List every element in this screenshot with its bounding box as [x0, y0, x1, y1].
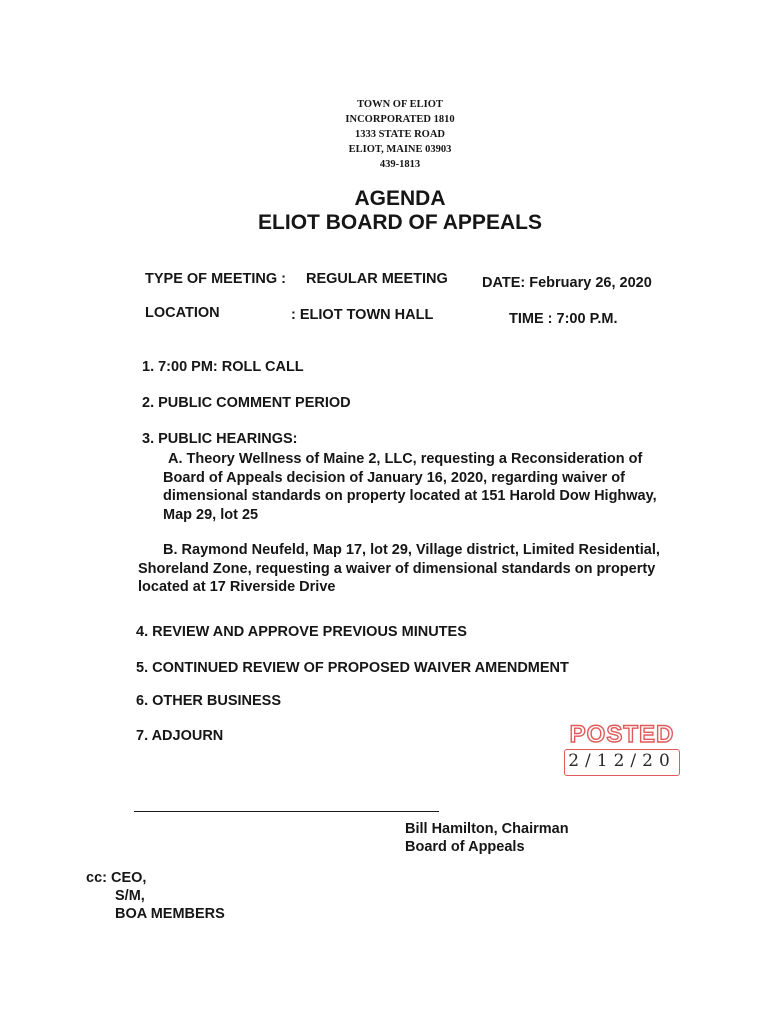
cc-line-ceo: cc: CEO, [86, 870, 147, 886]
agenda-item-minutes: 4. REVIEW AND APPROVE PREVIOUS MINUTES [136, 624, 467, 640]
header-city: ELIOT, MAINE 03903 [348, 144, 452, 155]
agenda-item-waiver-amendment: 5. CONTINUED REVIEW OF PROPOSED WAIVER AMENDMENT [136, 660, 569, 676]
signer-name: Bill Hamilton, Chairman [405, 821, 569, 837]
location-value: : ELIOT TOWN HALL [291, 307, 434, 323]
header-incorporated: INCORPORATED 1810 [345, 114, 455, 125]
town-header [300, 97, 500, 172]
header-town-name: TOWN OF ELIOT [357, 99, 443, 110]
hearing-a-text: A. Theory Wellness of Maine 2, LLC, requesting a Reconsideration of Board of Appeals decision of January 16, 2020, regarding waiver of dimensional standards on property located at 151 Harold Dow Highway, Map 29, lot 25 [163, 451, 657, 523]
hearing-b-text: B. Raymond Neufeld, Map 17, lot 29, Village district, Limited Residential, Shoreland Zone, requesting a waiver of dimensional standards on property located at 17 Riverside Drive [138, 542, 660, 595]
signer-title: Board of Appeals [405, 839, 525, 855]
header-street: 1333 STATE ROAD [354, 129, 446, 140]
meeting-time: TIME : 7:00 P.M. [509, 311, 618, 327]
location-label: LOCATION [145, 305, 220, 321]
agenda-item-adjourn: 7. ADJOURN [136, 728, 224, 744]
agenda-item-roll-call: 1. 7:00 PM: ROLL CALL [142, 359, 304, 375]
signature-line [134, 811, 439, 812]
board-name-title: ELIOT BOARD OF APPEALS [258, 211, 542, 234]
document-title: AGENDA [354, 187, 446, 210]
agenda-item-other-business: 6. OTHER BUSINESS [136, 693, 282, 709]
header-phone: 439-1813 [379, 159, 421, 170]
agenda-item-public-comment: 2. PUBLIC COMMENT PERIOD [142, 395, 351, 411]
cc-line-sm: S/M, [115, 888, 145, 904]
agenda-item-public-hearings: 3. PUBLIC HEARINGS: [142, 431, 298, 447]
meeting-date: DATE: February 26, 2020 [482, 275, 652, 291]
posted-stamp [562, 722, 682, 777]
cc-line-boa: BOA MEMBERS [115, 906, 225, 922]
meeting-type-value: REGULAR MEETING [306, 271, 448, 287]
posted-stamp-word: POSTED [569, 721, 675, 748]
meeting-type-label: TYPE OF MEETING : [145, 271, 286, 287]
posted-stamp-date: 2/12/20 [568, 751, 676, 771]
